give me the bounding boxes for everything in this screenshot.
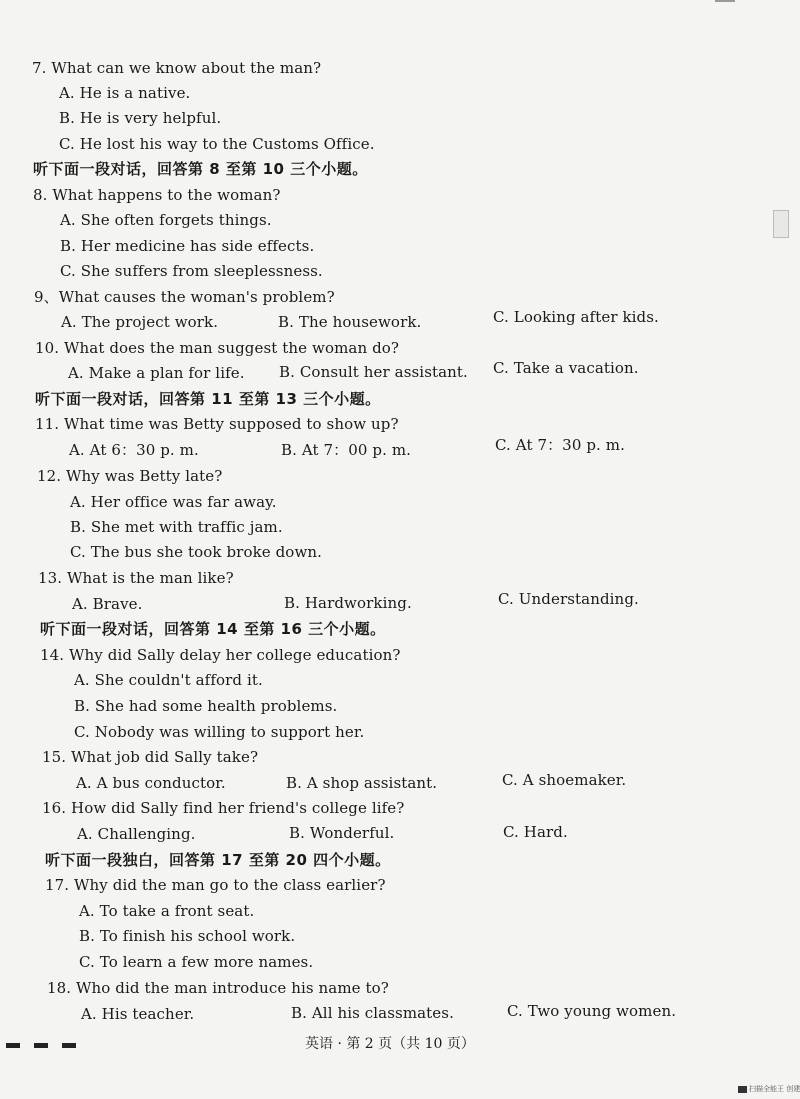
question-16: 16. How did Sally find her friend's college life? xyxy=(42,799,405,817)
registration-mark xyxy=(34,1043,48,1048)
scan-edge-mark xyxy=(715,0,735,2)
option-8a: A. She often forgets things. xyxy=(60,211,272,229)
option-15c: C. A shoemaker. xyxy=(502,771,627,789)
option-16c: C. Hard. xyxy=(503,823,568,841)
option-15b: B. A shop assistant. xyxy=(286,774,438,792)
scanner-watermark xyxy=(738,1084,800,1094)
question-13: 13. What is the man like? xyxy=(38,569,234,587)
option-9a: A. The project work. xyxy=(61,313,219,331)
option-11b: B. At 7：00 p. m. xyxy=(281,441,412,459)
option-7c: C. He lost his way to the Customs Office. xyxy=(59,135,375,153)
option-14a: A. She couldn't afford it. xyxy=(74,671,263,689)
section-heading-14-16: 听下面一段对话，回答第 14 至第 16 三个小题。 xyxy=(40,620,386,638)
option-11c: C. At 7：30 p. m. xyxy=(495,436,625,454)
option-14c: C. Nobody was willing to support her. xyxy=(74,723,365,741)
option-11a: A. At 6：30 p. m. xyxy=(69,441,199,459)
option-13b: B. Hardworking. xyxy=(284,594,412,612)
option-16b: B. Wonderful. xyxy=(289,824,395,842)
question-7: 7. What can we know about the man? xyxy=(32,59,322,77)
question-11: 11. What time was Betty supposed to show up? xyxy=(35,415,399,433)
option-15a: A. A bus conductor. xyxy=(76,774,226,792)
question-9: 9、What causes the woman's problem? xyxy=(34,288,335,306)
question-12: 12. Why was Betty late? xyxy=(37,467,223,485)
option-17b: B. To finish his school work. xyxy=(79,927,296,945)
option-14b: B. She had some health problems. xyxy=(74,697,338,715)
option-18c: C. Two young women. xyxy=(507,1002,677,1020)
option-12b: B. She met with traffic jam. xyxy=(70,518,283,536)
question-8: 8. What happens to the woman? xyxy=(33,186,281,204)
question-10: 10. What does the man suggest the woman do? xyxy=(35,339,400,357)
question-15: 15. What job did Sally take? xyxy=(42,748,259,766)
option-18b: B. All his classmates. xyxy=(291,1004,454,1022)
option-8b: B. Her medicine has side effects. xyxy=(60,237,315,255)
registration-mark xyxy=(6,1043,20,1048)
option-9c: C. Looking after kids. xyxy=(493,308,659,326)
option-17a: A. To take a front seat. xyxy=(79,902,255,920)
registration-mark xyxy=(62,1043,76,1048)
scanner-logo-icon xyxy=(738,1086,747,1093)
question-18: 18. Who did the man introduce his name to? xyxy=(47,979,389,997)
option-12c: C. The bus she took broke down. xyxy=(70,543,323,561)
option-13c: C. Understanding. xyxy=(498,590,639,608)
question-14: 14. Why did Sally delay her college education? xyxy=(40,646,401,664)
binding-tab xyxy=(773,210,789,238)
option-10b: B. Consult her assistant. xyxy=(279,363,468,381)
section-heading-8-10: 听下面一段对话，回答第 8 至第 10 三个小题。 xyxy=(33,160,368,178)
option-16a: A. Challenging. xyxy=(77,825,196,843)
section-heading-11-13: 听下面一段对话，回答第 11 至第 13 三个小题。 xyxy=(35,390,381,408)
option-9b: B. The housework. xyxy=(278,313,422,331)
option-7b: B. He is very helpful. xyxy=(59,109,222,127)
section-heading-17-20: 听下面一段独白，回答第 17 至第 20 四个小题。 xyxy=(45,851,391,869)
option-18a: A. His teacher. xyxy=(81,1005,195,1023)
option-10a: A. Make a plan for life. xyxy=(68,364,245,382)
page-footer: 英语 · 第 2 页（共 10 页） xyxy=(305,1036,475,1052)
option-17c: C. To learn a few more names. xyxy=(79,953,314,971)
option-7a: A. He is a native. xyxy=(59,84,191,102)
option-13a: A. Brave. xyxy=(72,595,143,613)
option-10c: C. Take a vacation. xyxy=(493,359,639,377)
scanner-watermark-text: 扫描全能王 创建 xyxy=(749,1085,800,1093)
option-8c: C. She suffers from sleeplessness. xyxy=(60,262,323,280)
option-12a: A. Her office was far away. xyxy=(70,493,277,511)
question-17: 17. Why did the man go to the class earlier? xyxy=(45,876,386,894)
